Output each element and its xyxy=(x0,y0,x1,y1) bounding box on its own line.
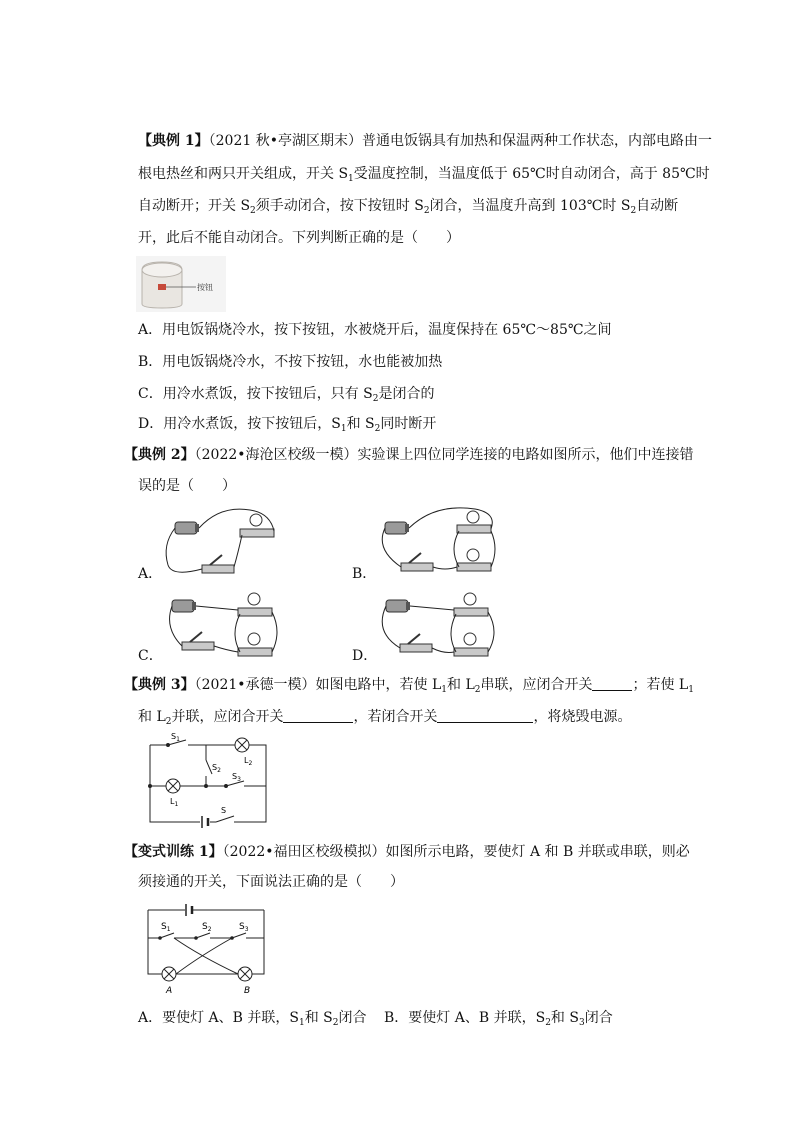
ex1-option-b: B．用电饭锅烧冷水，不按下按钮，水也能被加热 xyxy=(138,354,443,370)
var1-tag: 【变式训练 1】 xyxy=(124,844,223,860)
ex2-label-c: C． xyxy=(138,648,163,664)
answer-blank-short[interactable] xyxy=(437,708,533,723)
circuit-diagram-d xyxy=(372,588,502,663)
ex1-text1: 普通电饭锅具有加热和保温两种工作状态，内部电路由一 xyxy=(361,133,712,149)
var1-line1: 【变式训练 1】（2022•福田区校级模拟）如图所示电路，要使灯 A 和 B 并联或串联，则必 xyxy=(124,844,690,860)
svg-text:S: S xyxy=(221,806,227,815)
ex3-tag: 【典例 3】 xyxy=(124,677,195,693)
circuit-diagram-c xyxy=(160,588,285,663)
ex1-line1 xyxy=(138,131,712,151)
ex3-source: （2021•承德一模） xyxy=(194,677,316,693)
svg-text:S3: $S_3$ xyxy=(232,772,241,783)
answer-blank-parallel[interactable] xyxy=(283,708,353,723)
var1-source: （2022•福田区校级模拟） xyxy=(222,844,386,860)
ex3-line2: 和 $L_2$并联，应闭合开关 ，若闭合开关 ，将烧毁电源。 xyxy=(138,709,632,727)
circuit-diagram-a xyxy=(160,505,280,580)
circuit-diagram-ex3 xyxy=(140,730,275,832)
ex1-tag: 【典例 1】 xyxy=(138,133,209,149)
svg-text:S2: $S_2$ xyxy=(202,922,212,933)
ex2-tag: 【典例 2】 xyxy=(124,447,195,463)
var1-line2: 须接通的开关，下面说法正确的是（ ） xyxy=(138,874,404,890)
ex2-label-a: A． xyxy=(138,566,163,582)
ex2-line1: 【典例 2】（2022•海沧区校级一模）实验课上四位同学连接的电路如图所示，他们中连接错 xyxy=(124,447,694,463)
svg-text:L2: $L_2$ xyxy=(244,756,253,767)
svg-text:S1: $S_1$ xyxy=(161,922,171,933)
answer-blank-series[interactable] xyxy=(592,676,632,691)
ex2-label-b: B． xyxy=(352,566,377,582)
svg-text:B: B xyxy=(244,986,251,996)
svg-text:A: A xyxy=(166,986,173,996)
var1-option-a: A．要使灯 A、B 并联，$S_1$和 $S_2$闭合 xyxy=(138,1010,367,1028)
button-label: 按钮 xyxy=(197,283,213,292)
ex1-line2: 根电热丝和两只开关组成，开关 $S_1$受温度控制，当温度低于 65℃时自动闭合，高于 85℃时 xyxy=(138,166,710,184)
ex2-source: （2022•海沧区校级一模） xyxy=(194,447,358,463)
ex1-line3: 自动断开；开关 $S_2$须手动闭合，按下按钮时 $S_2$闭合，当温度升高到 103℃时 $S_2$自动断 xyxy=(138,198,679,216)
ex3-line1: 【典例 3】（2021•承德一模）如图电路中，若使 $L_1$和 $L_2$串联，应闭合开关 ；若使 $L_1$ xyxy=(124,677,694,695)
ex1-option-c: C．用冷水煮饭，按下按钮后，只有 $S_2$是闭合的 xyxy=(138,386,435,404)
ex1-line4: 开，此后不能自动闭合。下列判断正确的是（ ） xyxy=(138,230,460,246)
ex2-line2: 误的是（ ） xyxy=(138,478,236,494)
circuit-diagram-b xyxy=(375,505,500,580)
svg-text:L1: $L_1$ xyxy=(170,797,179,808)
ex2-label-d: D． xyxy=(352,648,378,664)
svg-text:S2: $S_2$ xyxy=(212,763,221,774)
svg-text:S3: $S_3$ xyxy=(239,922,249,933)
svg-text:S1: $S_1$ xyxy=(171,732,180,743)
ex1-source: （2021 秋•亭湖区期末） xyxy=(208,133,362,149)
rice-cooker-figure xyxy=(136,256,226,312)
ex1-option-a: A．用电饭锅烧冷水，按下按钮，水被烧开后，温度保持在 65℃～85℃之间 xyxy=(138,322,612,338)
var1-option-b: B．要使灯 A、B 并联，$S_2$和 $S_3$闭合 xyxy=(384,1010,613,1028)
ex1-option-d: D．用冷水煮饭，按下按钮后，$S_1$和 $S_2$同时断开 xyxy=(138,416,437,434)
circuit-diagram-var1 xyxy=(140,898,270,996)
